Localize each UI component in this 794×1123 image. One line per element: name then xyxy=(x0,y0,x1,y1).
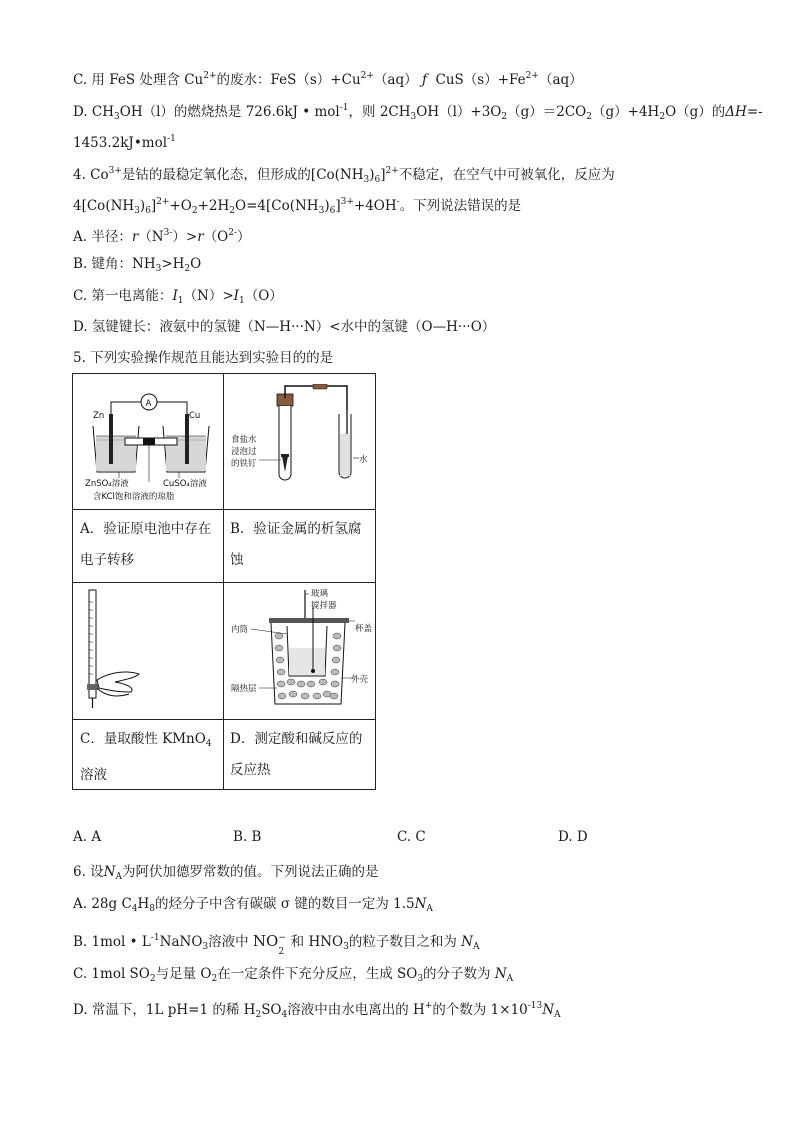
q3-option-d: D. $CH_3OH(l)$的燃烧热是 726.6kJ • mol$^{-1}$，则 $2CH_3OH(l)+3O_2(g)=2CO_2(g)+4H_2O(g)$的ΔH=- xyxy=(73,103,763,122)
svg-text:ZnSO₄溶液: ZnSO₄溶液 xyxy=(85,479,129,489)
option-a-cell: A．验证原电池中存在电子转移 xyxy=(80,521,212,568)
svg-text:食盐水: 食盐水 xyxy=(231,435,257,445)
q6-stem: 6. 设$N_A$为阿伏加德罗常数的值。下列说法正确的是 xyxy=(73,864,379,882)
svg-text:水: 水 xyxy=(359,455,368,465)
galvanic-cell-figure xyxy=(79,382,219,504)
svg-text:杯盖: 杯盖 xyxy=(355,624,373,634)
q5-answer-options xyxy=(73,829,633,849)
q6-option-d: D. 常温下，1L pH=1 的稀 $H_2SO_4$溶液中由水电离出的 H+的个数为 $1\times 10^{-13}N_A$ xyxy=(73,1001,561,1020)
svg-text:浸泡过: 浸泡过 xyxy=(231,447,257,457)
svg-text:外壳: 外壳 xyxy=(351,675,369,685)
q3-option-d-cont: 1453.2kJ•mol$^{-1}$ xyxy=(73,134,176,151)
svg-text:隔热层: 隔热层 xyxy=(231,684,257,694)
table-divider xyxy=(73,582,375,583)
svg-text:Zn: Zn xyxy=(93,411,105,421)
table-divider xyxy=(73,719,375,720)
copper-electrode xyxy=(185,414,189,464)
q4-stem-line1: 4. $Co^{3+}$是钴的最稳定氧化态，但形成的$[Co(NH_3)_6]^{2+}$不稳定，在空气中可被氧化，反应为 xyxy=(73,166,615,185)
q5-stem: 5. 下列实验操作规范且能达到实验目的的是 xyxy=(73,350,334,366)
table-divider xyxy=(73,509,375,510)
answer-option-d[interactable]: D. D xyxy=(558,829,588,845)
burette-hand-figure xyxy=(79,588,219,714)
q6-option-a: A. 28g $C_4H_8$的烃分子中含有碳碳 σ 键的数目一定为 $1.5N_A$ xyxy=(73,896,433,914)
q6-option-c: C. 1mol $SO_2$与足量 $O_2$在一定条件下充分反应，生成 $SO_3$的分子数为 $N_A$ xyxy=(73,966,514,984)
stopcock xyxy=(87,684,98,690)
svg-text:Cu: Cu xyxy=(189,411,201,421)
answer-option-a[interactable]: A. A xyxy=(73,829,102,845)
q4-option-a: A. 半径：$r(N^{3-})>r(O^{2-})$ xyxy=(73,228,251,245)
svg-text:CuSO₄溶液: CuSO₄溶液 xyxy=(163,479,207,489)
q4-option-b: B. 键角：$NH_3>H_2O$ xyxy=(73,256,202,274)
q4-stem-line2: $4[Co(NH_3)_6]^{2+}+O_2+2H_2O=4[Co(NH_3)_6]^{3+}+4OH^-$。下列说法错误的是 xyxy=(73,197,522,216)
option-c-cell: C．量取酸性 KMnO$_4$ 溶液 xyxy=(80,731,212,783)
zinc-electrode xyxy=(109,414,113,464)
svg-text:A: A xyxy=(145,399,152,409)
svg-text:内筒: 内筒 xyxy=(231,625,249,635)
calorimeter-figure xyxy=(229,586,375,716)
equilibrium-arrow: ƒ xyxy=(421,72,427,88)
q4-option-c: C. 第一电离能：$I_1(N)>I_1(O)$ xyxy=(73,288,283,306)
q5-options-table xyxy=(72,373,376,790)
svg-text:搅拌器: 搅拌器 xyxy=(311,601,337,611)
q6-option-b: B. 1mol • $L^{-1}NaNO_3$溶液中 NO − 2 和 $HNO_3$的粒子数目之和为 $N_A$ xyxy=(73,932,480,957)
burette xyxy=(89,590,96,698)
option-b-cell: B．验证金属的析氢腐蚀 xyxy=(230,521,362,568)
option-d-cell: D．测定酸和碱反应的反应热 xyxy=(230,731,363,778)
cup-lid xyxy=(269,618,349,623)
iron-nail-corrosion-figure xyxy=(229,384,371,502)
q3-option-c: C. 用 FeS 处理含 $Cu^{2+}$的废水：$FeS(s)+Cu^{2+}(aq)$ ƒ $CuS(s)+Fe^{2+}(aq)$ xyxy=(73,71,583,88)
svg-text:的铁钉: 的铁钉 xyxy=(231,459,257,469)
answer-option-c[interactable]: C. C xyxy=(397,829,426,845)
svg-text:玻璃: 玻璃 xyxy=(311,589,329,599)
q4-option-d: D. 氢键键长：液氨中的氢键（N—H···N）<水中的氢键（O—H···O） xyxy=(73,319,496,335)
hand-icon xyxy=(97,672,139,692)
svg-text:含KCl饱和溶液的琼脂: 含KCl饱和溶液的琼脂 xyxy=(93,492,175,502)
answer-option-b[interactable]: B. B xyxy=(233,829,262,845)
